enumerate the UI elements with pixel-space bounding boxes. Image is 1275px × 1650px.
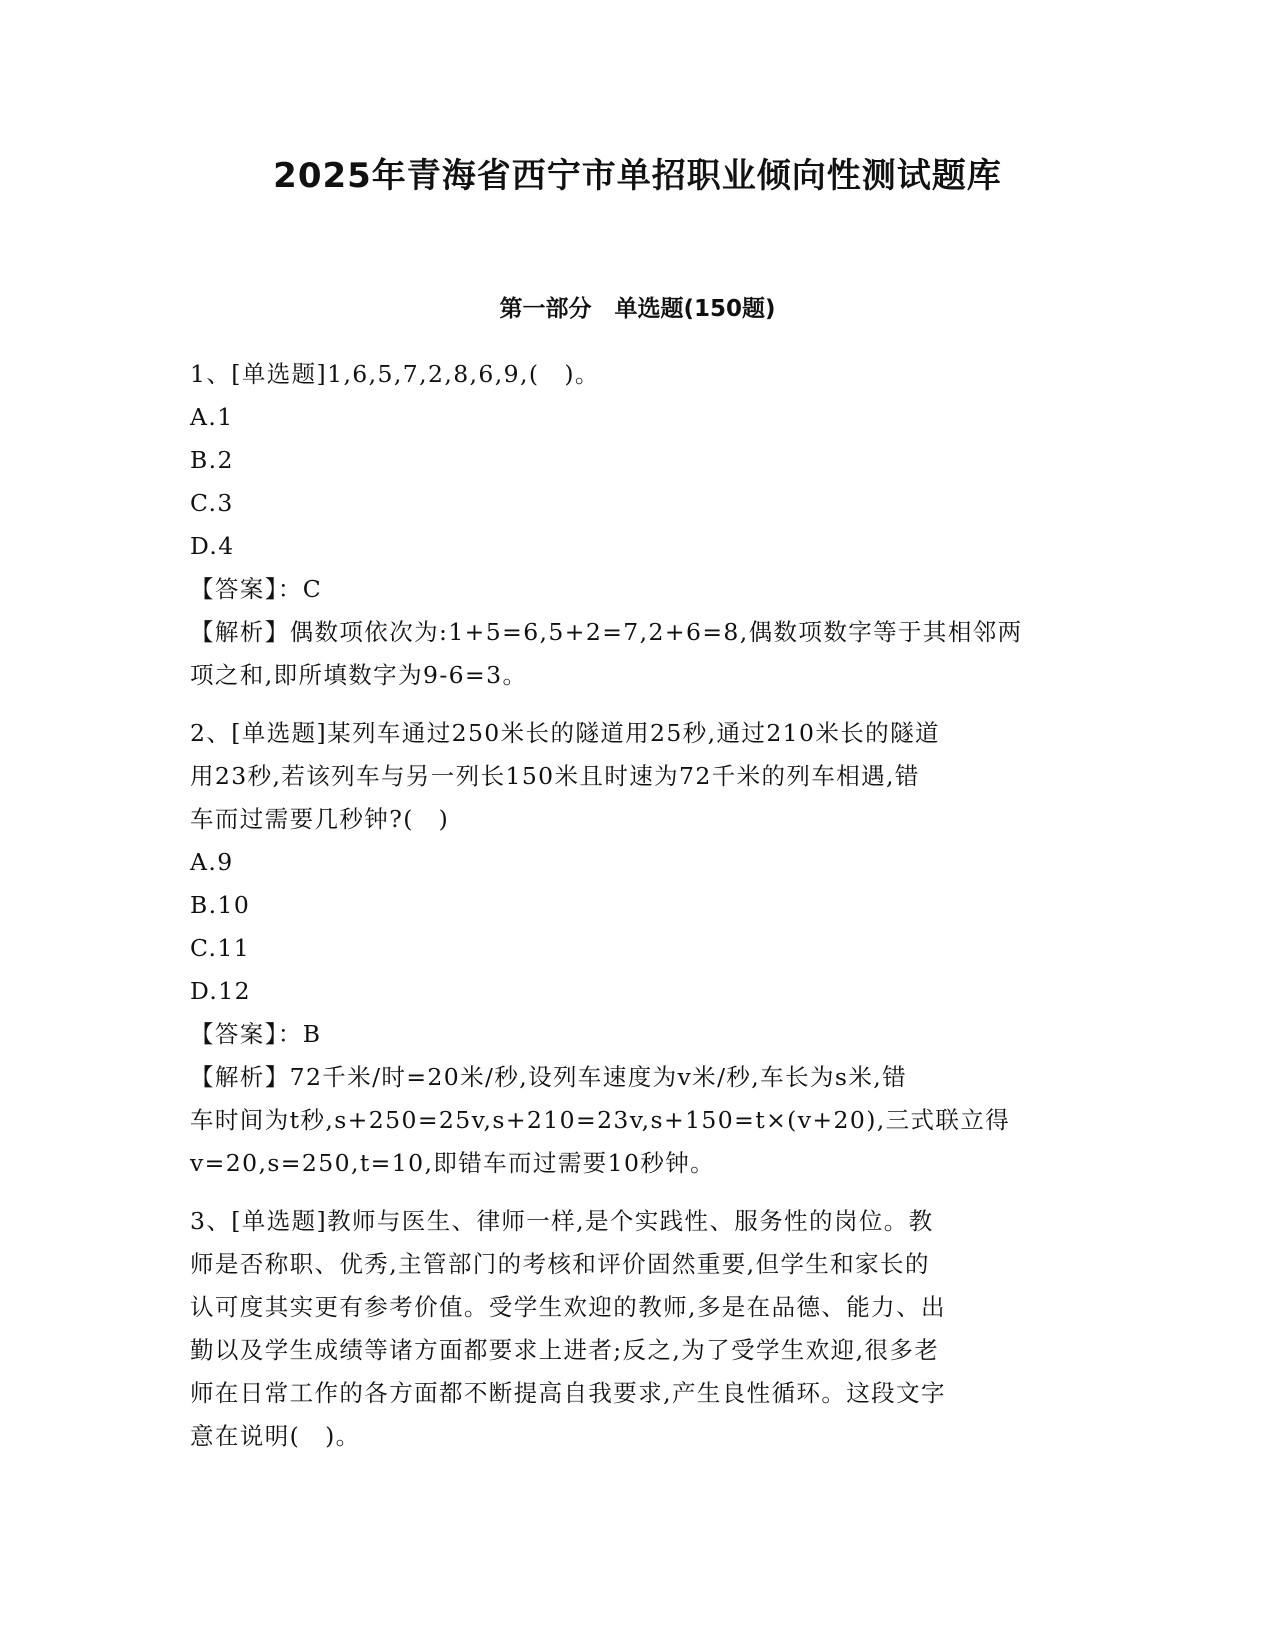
question-list <box>190 353 1090 1473</box>
option-a: A.9 <box>190 848 234 876</box>
question-stem: 车而过需要几秒钟?( ) <box>190 805 450 833</box>
option-d: D.4 <box>190 532 235 560</box>
analysis-line: 项之和,即所填数字为9-6=3。 <box>190 661 528 689</box>
answer: 【答案】：B <box>190 1020 322 1048</box>
section-title: 第一部分 单选题(150题) <box>499 296 776 322</box>
answer: 【答案】：C <box>190 575 323 603</box>
analysis-line: 【解析】偶数项依次为:1+5=6,5+2=7,2+6=8,偶数项数字等于其相邻两 <box>190 618 1023 646</box>
question-stem: 3、[单选题]教师与医生、律师一样,是个实践性、服务性的岗位。教 <box>190 1207 934 1235</box>
analysis-line: 【解析】72千米/时=20米/秒,设列车速度为v米/秒,车长为s米,错 <box>190 1063 907 1091</box>
question-1 <box>190 353 1090 697</box>
document-title: 2025年青海省西宁市单招职业倾向性测试题库 <box>273 156 1002 196</box>
question-stem: 勤以及学生成绩等诸方面都要求上进者;反之,为了受学生欢迎,很多老 <box>190 1336 940 1364</box>
analysis-line: 车时间为t秒,s+250=25v,s+210=23v,s+150=t×(v+20),三式联立得 <box>190 1106 1011 1134</box>
option-c: C.3 <box>190 489 234 517</box>
question-stem: 师是否称职、优秀,主管部门的考核和评价固然重要,但学生和家长的 <box>190 1250 930 1278</box>
question-stem: 意在说明( )。 <box>190 1422 361 1450</box>
option-c: C.11 <box>190 934 251 962</box>
question-2 <box>190 712 1090 1185</box>
analysis-line: v=20,s=250,t=10,即错车而过需要10秒钟。 <box>190 1149 716 1177</box>
question-stem: 师在日常工作的各方面都不断提高自我要求,产生良性循环。这段文字 <box>190 1379 946 1407</box>
question-stem: 2、[单选题]某列车通过250米长的隧道用25秒,通过210米长的隧道 <box>190 719 940 747</box>
question-stem: 用23秒,若该列车与另一列长150米且时速为72千米的列车相遇,错 <box>190 762 920 790</box>
option-a: A.1 <box>190 403 234 431</box>
option-b: B.2 <box>190 446 234 474</box>
question-stem: 1、[单选题]1,6,5,7,2,8,6,9,( )。 <box>190 360 600 388</box>
option-b: B.10 <box>190 891 251 919</box>
option-d: D.12 <box>190 977 251 1005</box>
question-3 <box>190 1200 1090 1458</box>
question-stem: 认可度其实更有参考价值。受学生欢迎的教师,多是在品德、能力、出 <box>190 1293 946 1321</box>
